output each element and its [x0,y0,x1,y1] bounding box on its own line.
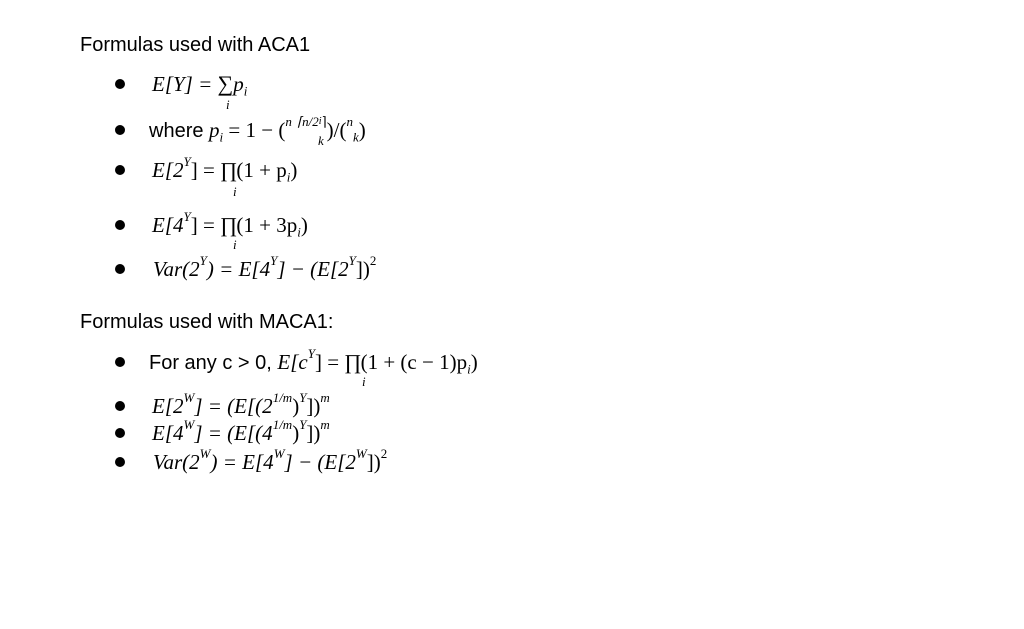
bullet [115,264,125,274]
product-index: i [362,374,366,389]
formula-part: ) = E[4 [206,257,271,281]
subscript: i [219,129,224,145]
formula-part: ]) [366,450,381,474]
formula-part: ) [292,421,300,445]
formula-expected-4w [152,416,330,445]
heading-maca1: Formulas used with MACA1: [80,311,334,333]
formula-part: (1 + 3p [236,213,298,237]
superscript: Y [348,252,356,268]
superscript: Y [299,389,307,405]
bullet [115,165,125,175]
superscript: n [346,113,353,129]
formula-part: p [209,118,220,142]
formula-variance-2y [153,252,377,281]
formula-part: ) = E[4 [210,450,274,474]
formula-part: E[c [277,350,308,374]
superscript: n [285,113,292,129]
bullet [115,125,125,135]
formula-part: ] = [190,213,221,237]
formula-part: ] = [314,350,345,374]
superscript: 2 [369,252,377,268]
superscript: ⌈n/2 [297,113,319,129]
formula-part: E[4 [152,213,184,237]
formula-expected-y [152,71,248,99]
formula-part: ] = (E[(2 [194,394,273,418]
formula-part: Var(2 [153,450,200,474]
formula-part: ) [358,118,366,142]
formula-part: p [233,72,244,96]
heading-aca1: Formulas used with ACA1 [80,34,311,56]
formula-variance-2w [153,445,388,474]
formula-part: ]) [306,421,321,445]
formula-pi-definition [149,113,366,145]
product-index: i [233,237,237,252]
where-text: where [149,120,210,142]
bullet [115,357,125,367]
formula-part: ) [300,213,308,237]
formula-part: ]) [355,257,370,281]
formula-part: ) [290,158,298,182]
formula-expected-4y [152,208,308,240]
superscript: Y [307,345,315,361]
product-symbol: ∏ [220,213,237,237]
formula-part: ] − (E[2 [277,257,349,281]
formula-expected-2y [152,153,298,185]
bullet [115,457,125,467]
superscript: Y [183,153,191,169]
bullet [115,401,125,411]
formula-part: ] − (E[2 [284,450,356,474]
bullet [115,220,125,230]
superscript: m [320,416,330,432]
superscript: Y [299,416,307,432]
product-symbol: ∏ [220,158,237,182]
formula-part: E[Y] = [152,72,218,96]
subscript: i [286,169,291,185]
formula-part: ] = [190,158,221,182]
superscript: 1/m [272,416,293,432]
superscript: ⌉ [321,113,327,129]
formula-part: E[4 [152,421,184,445]
subscript: i [297,224,301,240]
superscript: W [199,445,211,461]
product-index: i [233,184,237,199]
formula-expected-2w [152,389,330,418]
superscript: 2 [380,445,388,461]
superscript: W [273,445,285,461]
superscript: 1/m [272,389,293,405]
formula-part: ]) [306,394,321,418]
formula-part: E[2 [152,158,184,182]
formula-part: = 1 − ( [223,118,286,142]
product-symbol: ∏ [344,350,361,374]
bullet [115,79,125,89]
superscript: m [320,389,330,405]
formula-part: )/( [326,118,347,142]
superscript: W [183,416,195,432]
superscript: W [183,389,195,405]
superscript: Y [183,208,191,224]
bullet [115,428,125,438]
formula-expected-cy [149,345,478,377]
for-any-text: For any c > 0, [149,352,278,374]
formula-part: ] = (E[(4 [194,421,273,445]
subscript: k [352,129,359,145]
subscript: i [243,83,248,99]
formula-part: (1 + p [236,158,287,182]
formula-part: E[2 [152,394,184,418]
sum-index: i [226,97,230,112]
formula-part: ) [292,394,300,418]
superscript: W [355,445,367,461]
superscript: Y [199,252,207,268]
formula-part: (1 + (c − 1)p [360,350,468,374]
formula-part: Var(2 [153,257,200,281]
superscript: i [318,116,322,127]
binom-lower: k [318,133,324,148]
formula-part: ) [470,350,478,374]
superscript: Y [270,252,278,268]
subscript: i [467,361,471,377]
sum-symbol: ∑ [217,71,234,96]
